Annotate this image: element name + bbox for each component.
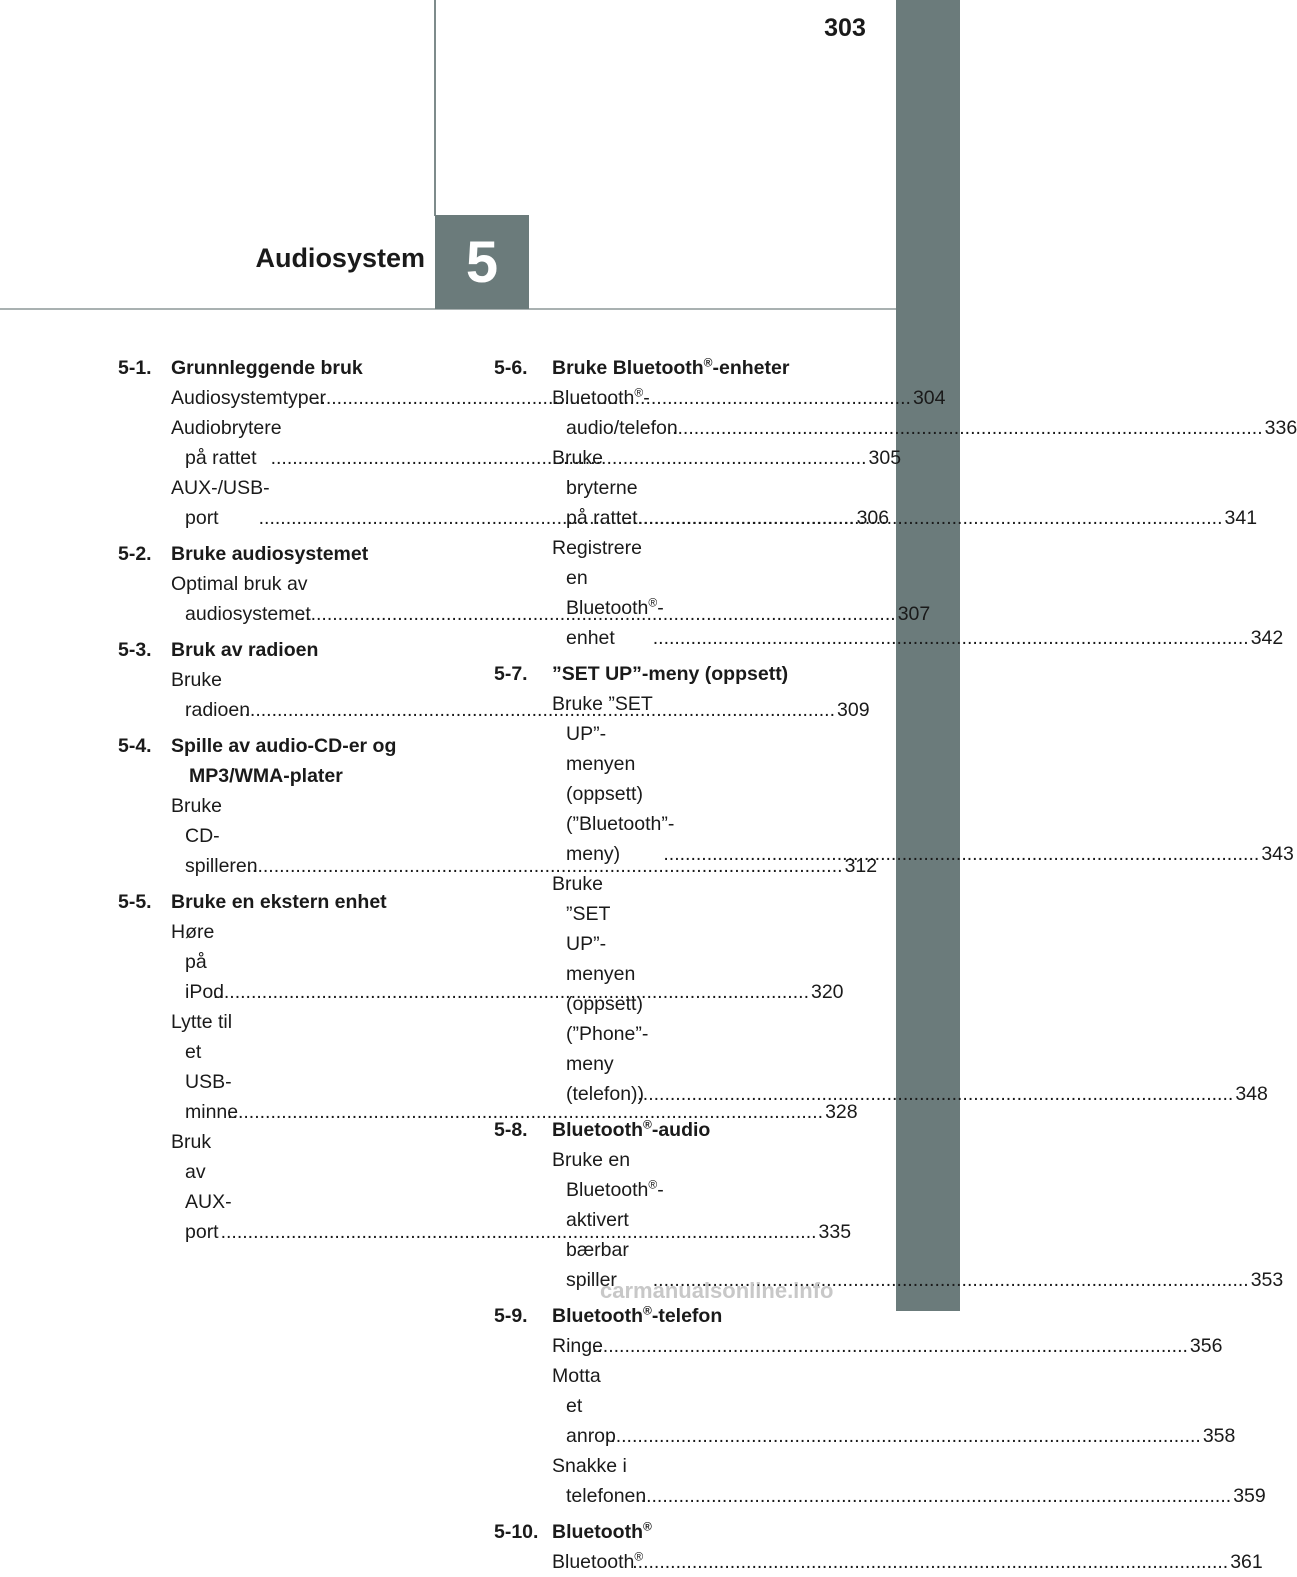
entry-title-text: Registrere en Bluetooth®-enhet: [552, 537, 664, 649]
entry-title: [552, 869, 1233, 1109]
entry-page-number: 328: [825, 1101, 858, 1123]
entry-page-number: 353: [1250, 1269, 1284, 1291]
section-number: 5-5.: [118, 891, 152, 913]
section-title-text: Bluetooth®-telefon: [552, 1303, 723, 1327]
section-title: [171, 539, 461, 569]
entry-title: [552, 533, 1249, 653]
entry-page-number: 341: [1224, 507, 1258, 529]
section-title: [171, 731, 461, 791]
entry-title-text: Audiosystemtyper: [171, 387, 326, 409]
section-title-text: ”SET UP”-meny (oppsett): [552, 663, 789, 685]
entry-title-text: Bruke ”SET UP”-menyen (oppsett) (”Bluetooth”-meny): [552, 693, 675, 865]
entry-title: [552, 1331, 1188, 1361]
toc-entry[interactable]: [494, 1145, 1284, 1295]
toc-entry[interactable]: [494, 1331, 1223, 1361]
section-title-text: Bluetooth®: [552, 1519, 652, 1543]
section-number: 5-8.: [494, 1119, 528, 1141]
section-number: 5-2.: [118, 543, 152, 565]
toc-entry[interactable]: [494, 1451, 1266, 1511]
entry-title-text: Bruk av AUX-port: [171, 1131, 232, 1243]
entry-page-number: 312: [844, 855, 878, 877]
dot-leader: [641, 503, 1223, 533]
toc-section-heading: [118, 635, 461, 665]
entry-page-number: 356: [1189, 1335, 1223, 1357]
entry-title-text: Bruke ”SET UP”-menyen (oppsett) (”Phone”-meny (telefon)): [552, 873, 649, 1105]
entry-page-number: 343: [1261, 843, 1294, 865]
section-title: [552, 1517, 836, 1547]
toc-section-heading: [118, 539, 461, 569]
chapter-number-box: [435, 215, 529, 309]
entry-title-text: Ringe: [552, 1335, 603, 1357]
entry-title-text: Høre på iPod: [171, 921, 225, 1003]
dot-leader: [651, 1079, 1233, 1109]
entry-page-number: 307: [897, 603, 931, 625]
section-title-text: Bruk av radioen: [171, 639, 319, 661]
entry-title-text: Optimal bruk av audiosystemet: [171, 573, 311, 625]
entry-title-text: Bluetooth®: [552, 1549, 644, 1573]
entry-page-number: 306: [856, 507, 890, 529]
dot-leader: [606, 1331, 1188, 1361]
entry-title-text: Bruke en Bluetooth®-aktivert bærbar spiller: [552, 1149, 664, 1291]
entry-title-text: Bruke bryterne på rattet: [552, 447, 638, 529]
chapter-title: Audiosystem: [255, 243, 425, 273]
toc-entry[interactable]: [118, 413, 902, 473]
toc-section-heading: [494, 1517, 836, 1547]
dot-leader: [646, 1547, 1228, 1577]
entry-title: [552, 443, 1223, 533]
entry-page-number: 335: [818, 1221, 852, 1243]
section-title-text: Bruke audiosystemet: [171, 543, 369, 565]
entry-title-text: Bluetooth®-audio/telefon: [552, 385, 678, 439]
chapter-number: 5: [465, 229, 499, 295]
section-number: 5-1.: [118, 357, 152, 379]
entry-page-number: 336: [1264, 417, 1297, 439]
entry-title-text: Snakke i telefonen: [552, 1455, 647, 1507]
entry-page-number: 320: [810, 981, 844, 1003]
page-number: 303: [824, 14, 866, 42]
toc-entry[interactable]: [494, 869, 1268, 1109]
section-number: 5-7.: [494, 663, 528, 685]
section-number: 5-6.: [494, 357, 528, 379]
section-title-text: Grunnleggende bruk: [171, 357, 363, 379]
toc-section-heading: [494, 659, 836, 689]
entry-page-number: 309: [837, 699, 870, 721]
toc-section-heading: [118, 887, 461, 917]
toc-section-heading: [494, 1301, 836, 1331]
entry-title: [552, 1451, 1231, 1511]
toc-entry[interactable]: [494, 1547, 1263, 1577]
entry-page-number: 305: [868, 447, 902, 469]
entry-page-number: 359: [1233, 1485, 1266, 1507]
section-title-text: Bruke en ekstern enhet: [171, 891, 387, 913]
entry-title-text: Bruke CD-spilleren: [171, 795, 258, 877]
entry-title: [552, 383, 1263, 443]
entry-title: [552, 1361, 1201, 1451]
entry-title-text: Motta et anrop: [552, 1365, 616, 1447]
entry-title-text: Bruke radioen: [171, 669, 251, 721]
dot-leader: [681, 413, 1263, 443]
section-title: [552, 659, 836, 689]
dot-leader: [667, 623, 1249, 653]
dot-leader: [619, 1421, 1201, 1451]
section-title: [552, 353, 836, 383]
section-number: 5-10.: [494, 1521, 539, 1543]
entry-page-number: 304: [912, 387, 946, 409]
entry-title-text: AUX-/USB-port: [171, 477, 270, 529]
toc-section-heading: [118, 731, 461, 791]
toc-entry[interactable]: [118, 1007, 858, 1127]
section-title: [552, 1301, 836, 1331]
entry-title: [552, 1547, 1228, 1577]
section-number: 5-3.: [118, 639, 152, 661]
section-title-text: Bruke Bluetooth®-enheter: [552, 355, 790, 379]
section-title-text: Bluetooth®-audio: [552, 1117, 711, 1141]
toc-section-heading: [494, 1115, 836, 1145]
entry-page-number: 348: [1235, 1083, 1268, 1105]
chapter-sidebar-bar: [896, 0, 960, 1311]
toc-section-heading: [494, 353, 836, 383]
dot-leader: [677, 839, 1259, 869]
entry-title-text: Lytte til et USB-minne: [171, 1011, 239, 1123]
entry-page-number: 358: [1202, 1425, 1236, 1447]
section-title: [552, 1115, 836, 1145]
toc-section-heading: [118, 353, 461, 383]
toc-entry[interactable]: [118, 791, 878, 881]
section-title: [171, 353, 461, 383]
toc-entry[interactable]: [118, 917, 844, 1007]
section-number: 5-9.: [494, 1305, 528, 1327]
entry-page-number: 342: [1250, 627, 1284, 649]
section-title: [171, 635, 461, 665]
entry-title: [552, 689, 1259, 869]
section-title-text: Spille av audio-CD-er og MP3/WMA-plater: [171, 735, 397, 787]
section-title: [171, 887, 461, 917]
entry-title: [552, 1145, 1249, 1295]
dot-leader: [649, 1481, 1231, 1511]
toc-entry[interactable]: [494, 1361, 1236, 1451]
entry-page-number: 361: [1230, 1551, 1263, 1573]
entry-title-text: Audiobrytere på rattet: [171, 417, 282, 469]
watermark: carmanualsonline.info: [600, 1278, 834, 1303]
vertical-divider: [434, 0, 436, 216]
section-number: 5-4.: [118, 735, 152, 757]
